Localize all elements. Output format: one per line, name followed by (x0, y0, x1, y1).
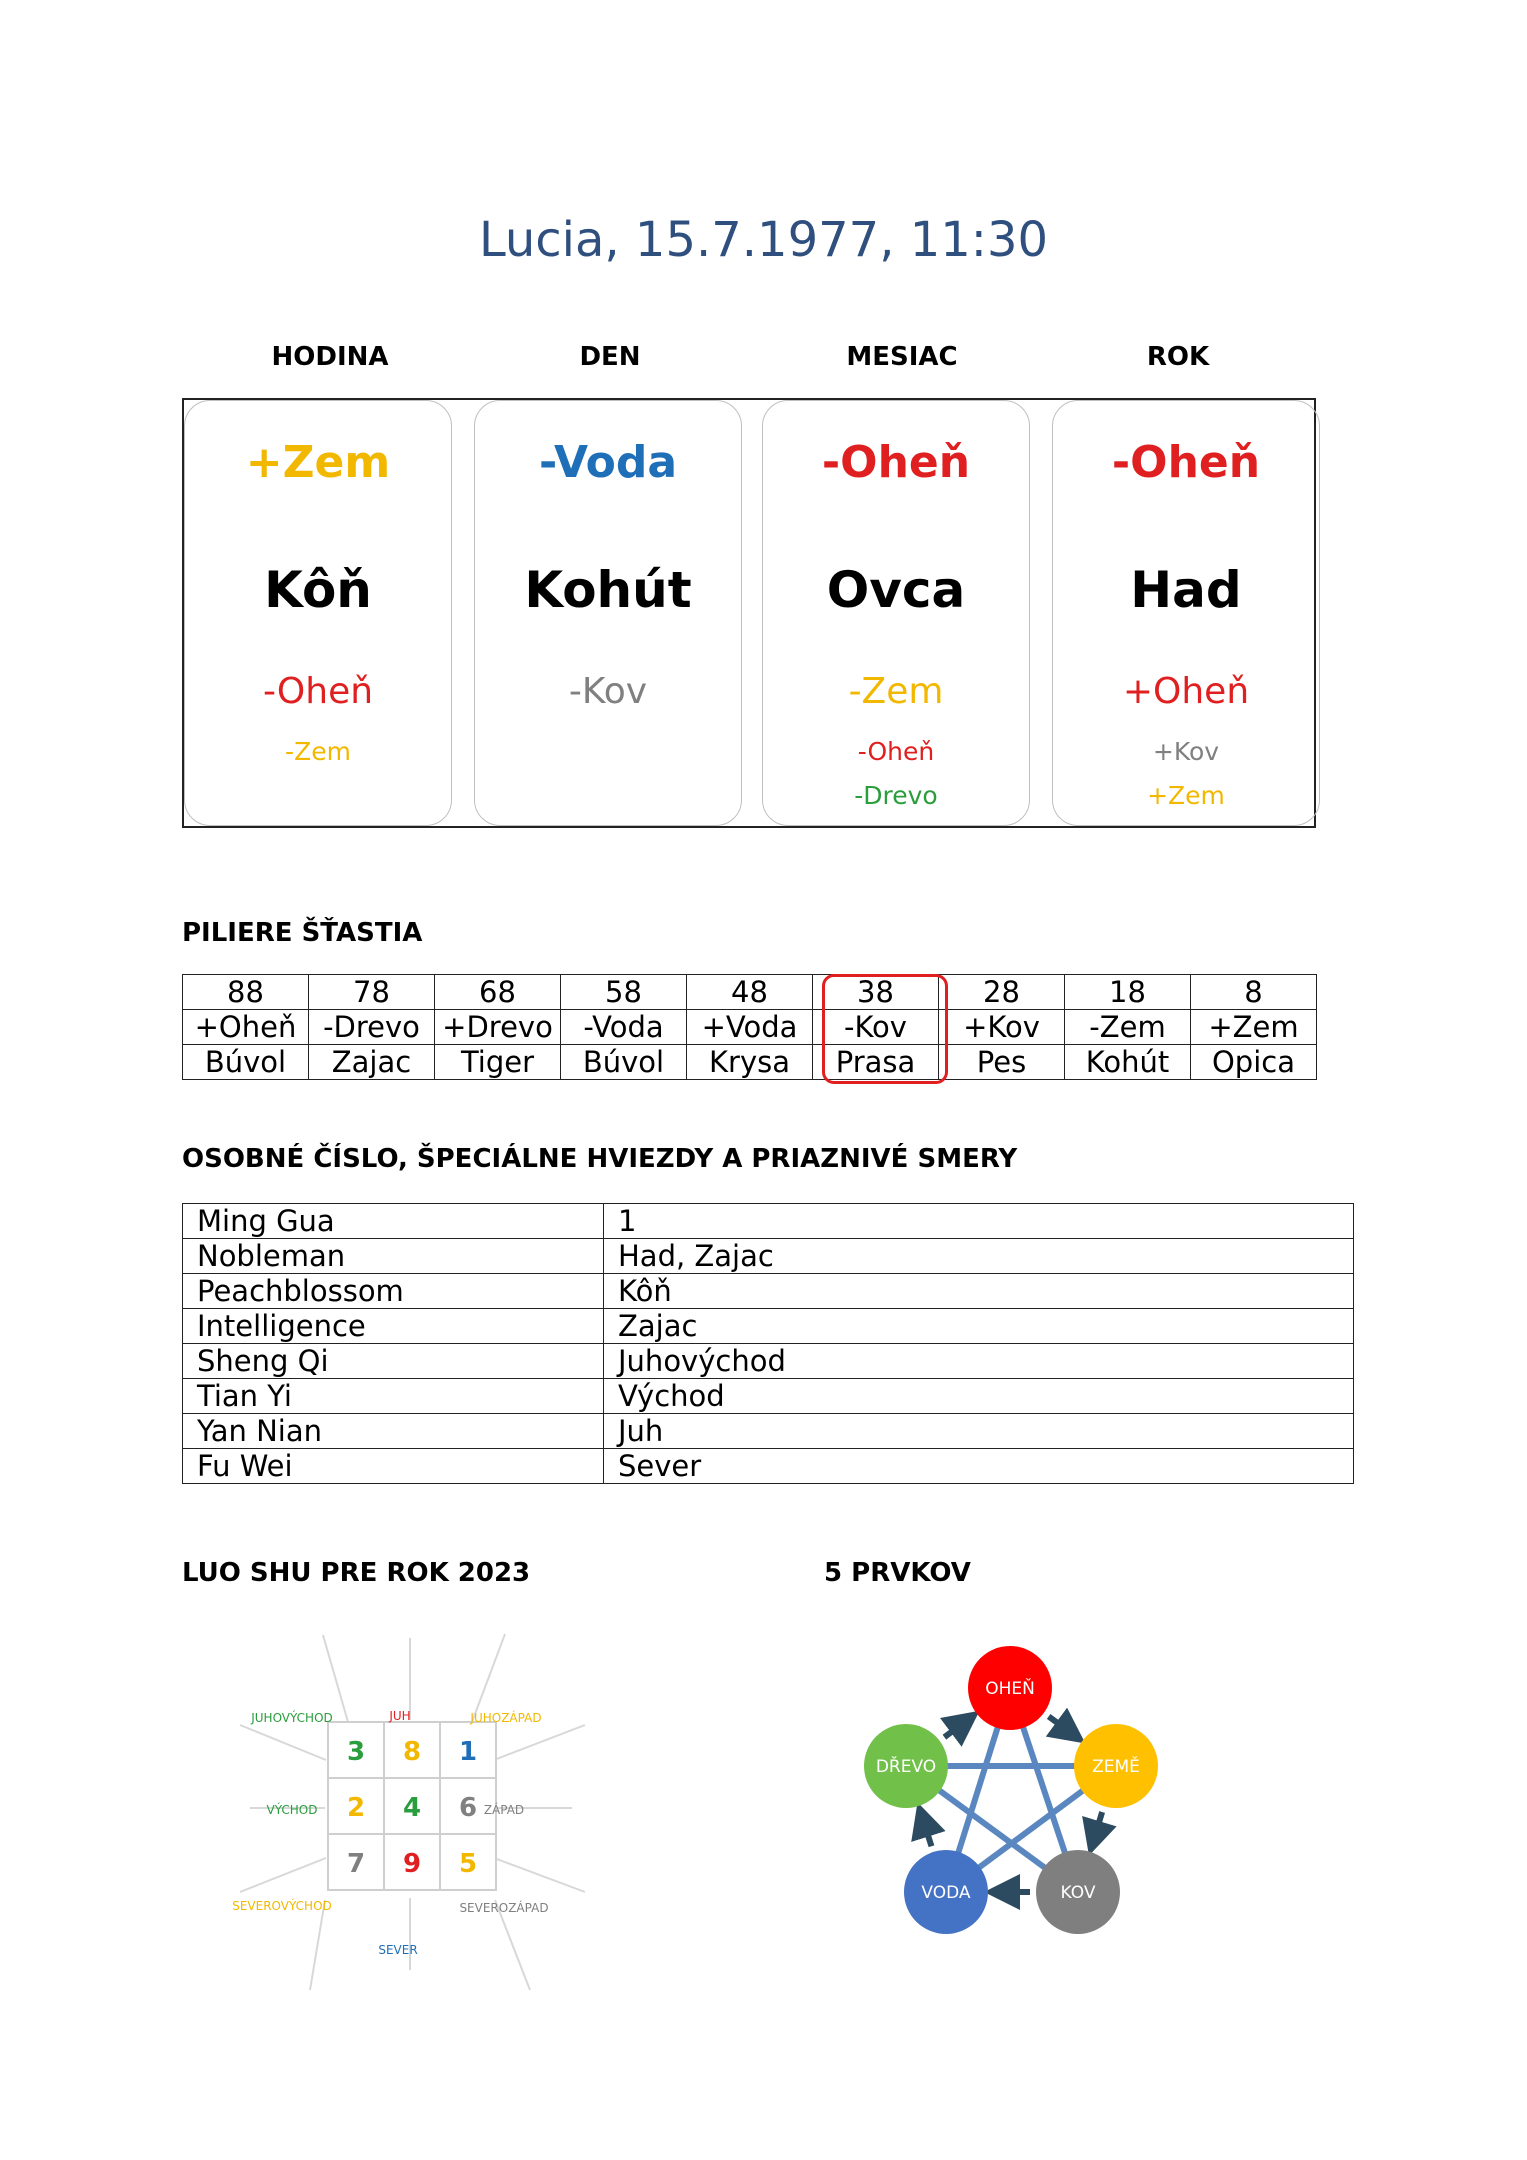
table-row (183, 1239, 1354, 1274)
luck-animal-cell: Pes (939, 1045, 1065, 1080)
dir-n: SEVER (378, 1943, 418, 1957)
luck-element-cell: +Drevo (435, 1010, 561, 1045)
dir-w: ZÁPAD (483, 1803, 525, 1817)
pillar-hidden-stem: -Zem (848, 671, 944, 712)
dir-sw: JUHOZÁPAD (470, 1711, 542, 1725)
stars-table (182, 1203, 1354, 1484)
luck-table (182, 974, 1317, 1080)
pillar-hidden-stem: -Oheň (262, 671, 374, 712)
dir-ne: SEVEROVÝCHOD (232, 1899, 332, 1913)
dir-s: JUH (389, 1709, 411, 1723)
dir-nw: SEVEROZÁPAD (459, 1901, 549, 1915)
generating-arrow (923, 1819, 932, 1846)
luck-animal-cell: Tiger (435, 1045, 561, 1080)
generating-arrow (944, 1722, 965, 1738)
pillar-head-day: DEN (579, 342, 641, 372)
star-name: Intelligence (183, 1309, 604, 1344)
luck-animal-cell: Búvol (561, 1045, 687, 1080)
luck-element-cell: +Oheň (183, 1010, 309, 1045)
pillar-branch: Had (1130, 561, 1242, 619)
pillar-hidden-stem: -Kov (568, 671, 648, 712)
star-value: Východ (604, 1379, 1354, 1414)
star-name: Nobleman (183, 1239, 604, 1274)
star-name: Tian Yi (183, 1379, 604, 1414)
pillar-branch: Ovca (826, 561, 966, 619)
table-row (183, 1344, 1354, 1379)
star-value: 1 (604, 1204, 1354, 1239)
pillar-stem: -Oheň (1111, 437, 1261, 488)
luck-animal-cell: Opica (1191, 1045, 1317, 1080)
luoshu-number: 4 (402, 1793, 422, 1823)
star-value: Juh (604, 1414, 1354, 1449)
luoshu-number: 5 (458, 1849, 478, 1879)
pillar-card-year (1052, 400, 1320, 826)
star-value: Juhovýchod (604, 1344, 1354, 1379)
element-label: ZEMĚ (1092, 1757, 1140, 1777)
star-value: Zajac (604, 1309, 1354, 1344)
five-elements-diagram (840, 1630, 1180, 1960)
luck-animal-cell: Kohút (1065, 1045, 1191, 1080)
luoshu-heading: LUO SHU PRE ROK 2023 (182, 1558, 531, 1588)
pillar-stem: +Zem (245, 437, 391, 488)
star-name: Sheng Qi (183, 1344, 604, 1379)
page-title: Lucia, 15.7.1977, 11:30 (478, 212, 1049, 268)
luck-age-cell: 18 (1065, 975, 1191, 1010)
table-row (183, 1010, 1317, 1045)
luoshu-number: 8 (402, 1737, 422, 1767)
elements-heading: 5 PRVKOV (824, 1558, 971, 1588)
pillar-card-month (762, 400, 1030, 826)
table-row (183, 1309, 1354, 1344)
pillar-hidden-stem: -Drevo (854, 781, 938, 810)
star-value: Had, Zajac (604, 1239, 1354, 1274)
star-name: Yan Nian (183, 1414, 604, 1449)
table-row (183, 1449, 1354, 1484)
current-luck-highlight (822, 974, 948, 1084)
element-label: KOV (1060, 1883, 1096, 1903)
pillar-branch: Kôň (264, 561, 372, 619)
luoshu-number: 7 (346, 1849, 366, 1879)
luck-age-cell: 68 (435, 975, 561, 1010)
element-label: OHEŇ (985, 1679, 1035, 1699)
pillar-hidden-stem: -Oheň (857, 737, 935, 766)
luck-age-cell: 58 (561, 975, 687, 1010)
element-label: VODA (921, 1883, 971, 1903)
luck-element-cell: -Voda (561, 1010, 687, 1045)
luck-heading: PILIERE ŠŤASTIA (182, 918, 423, 948)
luoshu-number: 2 (346, 1793, 366, 1823)
luck-element-cell: +Voda (687, 1010, 813, 1045)
star-value: Kôň (604, 1274, 1354, 1309)
table-row (183, 1414, 1354, 1449)
luck-age-cell: 48 (687, 975, 813, 1010)
star-name: Ming Gua (183, 1204, 604, 1239)
luck-animal-cell: Zajac (309, 1045, 435, 1080)
luoshu-number: 6 (458, 1793, 478, 1823)
star-value: Sever (604, 1449, 1354, 1484)
pillar-hidden-stem: +Kov (1152, 737, 1220, 766)
star-name: Fu Wei (183, 1449, 604, 1484)
luck-element-cell: +Zem (1191, 1010, 1317, 1045)
luck-age-cell: 38 (813, 975, 939, 1010)
luck-animal-cell: Búvol (183, 1045, 309, 1080)
luck-age-cell: 88 (183, 975, 309, 1010)
dir-se: JUHOVÝCHOD (251, 1711, 333, 1725)
luck-animal-cell: Krysa (687, 1045, 813, 1080)
luck-animal-cell: Prasa (813, 1045, 939, 1080)
pillar-card-hour (184, 400, 452, 826)
pillar-hidden-stem: +Zem (1147, 781, 1225, 810)
element-label: DŘEVO (875, 1757, 937, 1777)
stars-heading: OSOBNÉ ČÍSLO, ŠPECIÁLNE HVIEZDY A PRIAZNIVÉ SMERY (182, 1144, 1018, 1174)
luck-element-cell: -Zem (1065, 1010, 1191, 1045)
pillar-stem: -Voda (538, 437, 678, 488)
table-row (183, 1045, 1317, 1080)
table-row (183, 975, 1317, 1010)
luoshu-number: 3 (346, 1737, 366, 1767)
pillar-card-day (474, 400, 742, 826)
table-row (183, 1204, 1354, 1239)
pillar-head-month: MESIAC (846, 342, 958, 372)
luck-age-cell: 78 (309, 975, 435, 1010)
dir-e: VÝCHOD (266, 1803, 318, 1817)
generating-arrow (1094, 1812, 1102, 1838)
pillar-head-year: ROK (1146, 342, 1210, 372)
luck-element-cell: -Drevo (309, 1010, 435, 1045)
luoshu-diagram (220, 1630, 600, 2000)
pillar-branch: Kohút (524, 561, 692, 619)
luck-element-cell: +Kov (939, 1010, 1065, 1045)
luoshu-number: 9 (402, 1849, 422, 1879)
luoshu-number: 1 (458, 1737, 478, 1767)
luck-age-cell: 8 (1191, 975, 1317, 1010)
generating-arrow (1049, 1716, 1071, 1732)
table-row (183, 1379, 1354, 1414)
luck-element-cell: -Kov (813, 1010, 939, 1045)
pillar-hidden-stem: +Oheň (1122, 671, 1250, 712)
table-row (183, 1274, 1354, 1309)
pillar-hidden-stem: -Zem (285, 737, 351, 766)
pillar-stem: -Oheň (821, 437, 971, 488)
pillar-head-hour: HODINA (271, 342, 389, 372)
star-name: Peachblossom (183, 1274, 604, 1309)
luck-age-cell: 28 (939, 975, 1065, 1010)
